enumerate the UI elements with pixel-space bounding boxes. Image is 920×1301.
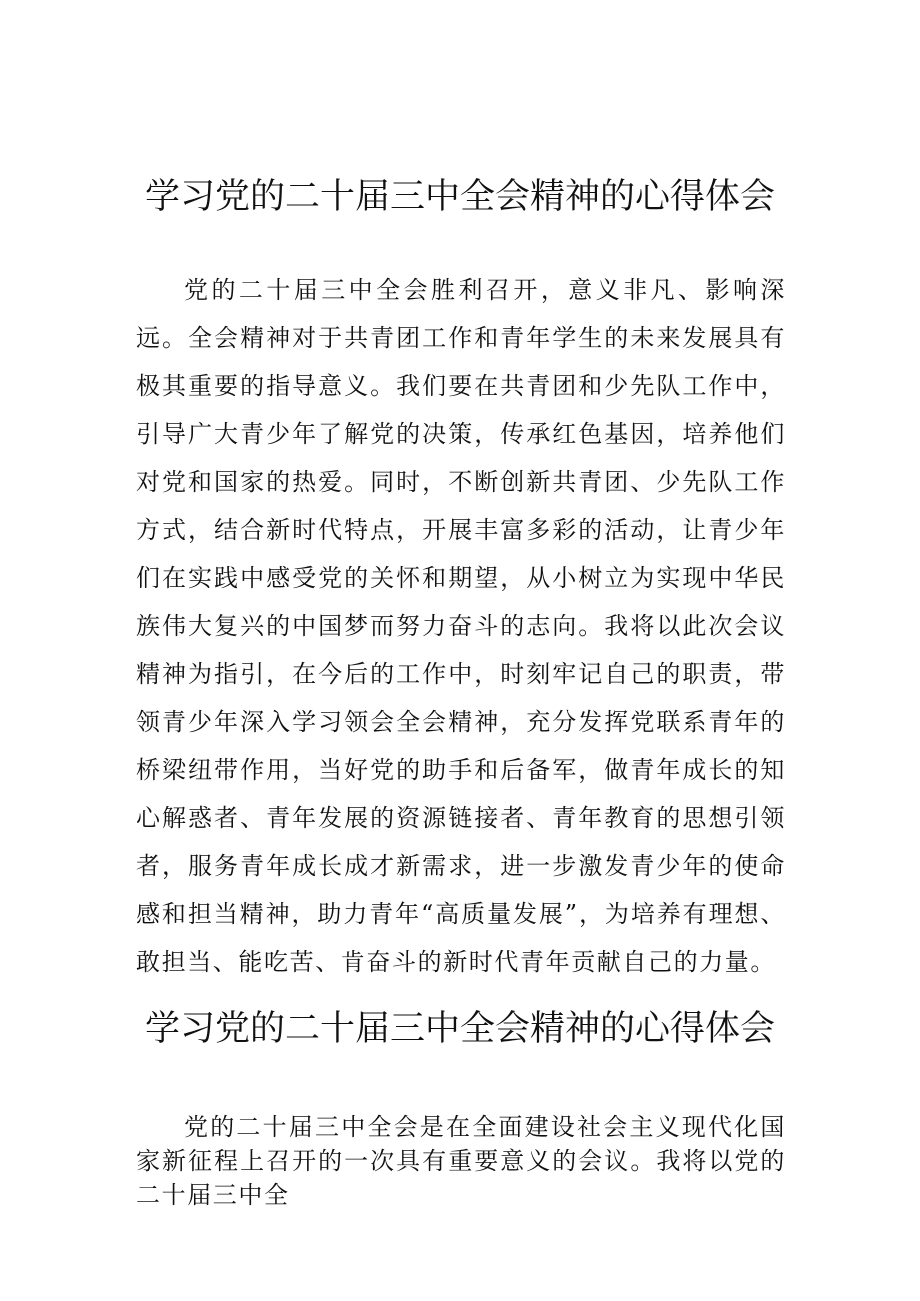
section-2-title: 学习党的二十届三中全会精神的心得体会 bbox=[144, 1009, 775, 1049]
section-1-title: 学习党的二十届三中全会精神的心得体会 bbox=[144, 177, 775, 217]
section-1-paragraph: 党的二十届三中全会胜利召开，意义非凡、影响深远。全会精神对于共青团工作和青年学生的未来发展具有极其重要的指导意义。我们要在共青团和少先队工作中，引导广大青少年了解党的决策，传承红色基因，培养他们对党和国家的热爱。同时，不断创新共青团、少先队工作方式，结合新时代特点，开展丰富多彩的活动，让青少年们在实践中感受党的关怀和期望，从小树立为实现中华民族伟大复兴的中国梦而努力奋斗的志向。我将以此次会议精神为指引，在今后的工作中，时刻牢记自己的职责，带领青少年深入学习领会全会精神，充分发挥党联系青年的桥梁纽带作用，当好党的助手和后备军，做青年成长的知心解惑者、青年发展的资源链接者、青年教育的思想引领者，服务青年成长成才新需求，进一步激发青少年的使命感和担当精神，助力青年“高质量发展”，为培养有理想、敢担当、能吃苦、肯奋斗的新时代青年贡献自己的力量。 bbox=[136, 276, 786, 976]
section-2-paragraph: 党的二十届三中全会是在全面建设社会主义现代化国家新征程上召开的一次具有重要意义的会议。我将以党的二十届三中全 bbox=[136, 1113, 786, 1209]
